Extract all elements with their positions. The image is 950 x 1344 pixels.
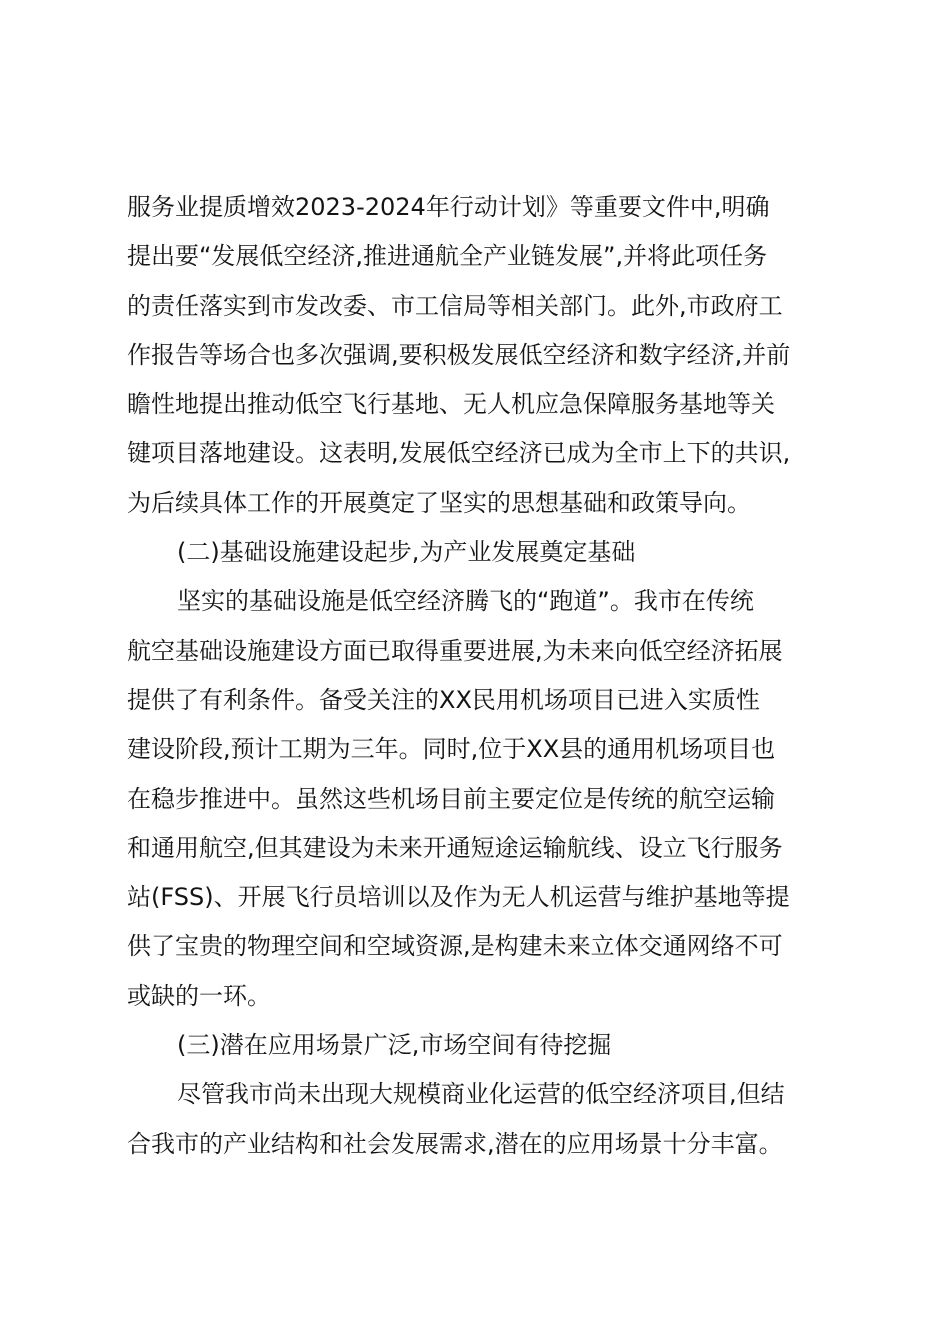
text-line-2: 提出要“发展低空经济,推进通航全产业链发展”,并将此项任务 xyxy=(127,242,768,271)
text-line-13: 在稳步推进中。虽然这些机场目前主要定位是传统的航空运输 xyxy=(127,784,775,813)
text-line-4: 作报告等场合也多次强调,要积极发展低空经济和数字经济,并前 xyxy=(127,340,791,369)
section-heading-2: (二)基础设施建设起步,为产业发展奠定基础 xyxy=(177,538,636,567)
document-body xyxy=(127,183,833,1169)
text-line-16: 供了宝贵的物理空间和空域资源,是构建未来立体交通网络不可 xyxy=(127,932,783,961)
text-line-11: 提供了有利条件。备受关注的XX民用机场项目已进入实质性 xyxy=(127,685,760,714)
text-line-12: 建设阶段,预计工期为三年。同时,位于XX县的通用机场项目也 xyxy=(127,735,776,764)
text-line-15: 站(FSS)、开展飞行员培训以及作为无人机运营与维护基地等提 xyxy=(127,883,790,912)
text-line-14: 和通用航空,但其建设为未来开通短途运输航线、设立飞行服务 xyxy=(127,833,783,862)
text-line-10: 航空基础设施建设方面已取得重要进展,为未来向低空经济拓展 xyxy=(127,636,783,665)
text-line-17: 或缺的一环。 xyxy=(127,981,271,1010)
text-line-20: 合我市的产业结构和社会发展需求,潜在的应用场景十分丰富。 xyxy=(127,1129,783,1158)
text-line-5: 瞻性地提出推动低空飞行基地、无人机应急保障服务基地等关 xyxy=(127,390,775,419)
text-line-3: 的责任落实到市发改委、市工信局等相关部门。此外,市政府工 xyxy=(127,291,783,320)
text-line-6: 键项目落地建设。这表明,发展低空经济已成为全市上下的共识, xyxy=(127,439,791,468)
text-line-1: 服务业提质增效2023-2024年行动计划》等重要文件中,明确 xyxy=(127,193,770,221)
text-line-19: 尽管我市尚未出现大规模商业化运营的低空经济项目,但结 xyxy=(177,1080,785,1109)
text-line-7: 为后续具体工作的开展奠定了坚实的思想基础和政策导向。 xyxy=(127,488,751,517)
text-line-9: 坚实的基础设施是低空经济腾飞的“跑道”。我市在传统 xyxy=(177,587,754,616)
section-heading-3: (三)潜在应用场景广泛,市场空间有待挖掘 xyxy=(177,1031,612,1060)
